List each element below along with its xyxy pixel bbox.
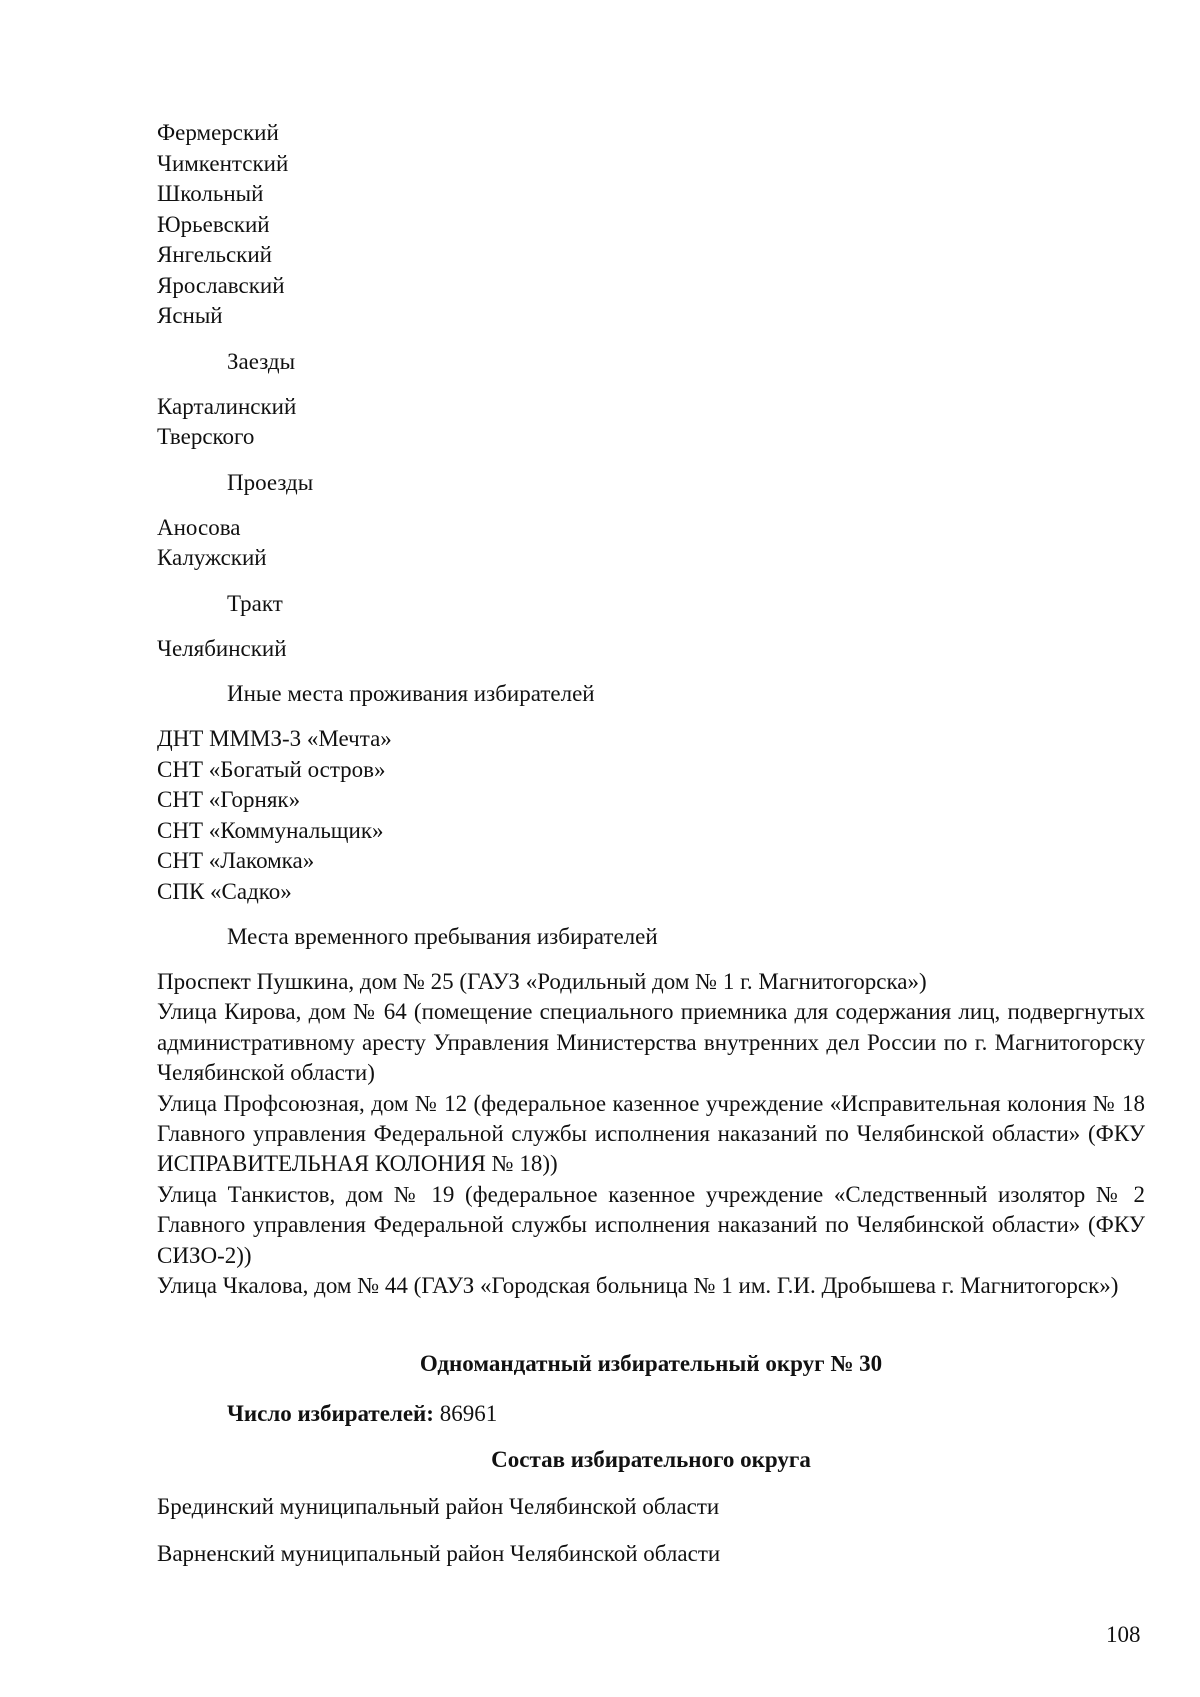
- list-item: Фермерский: [157, 120, 279, 145]
- list-item: СНТ «Богатый остров»: [157, 756, 386, 782]
- list-item: Тверского: [157, 424, 255, 449]
- list-item: СПК «Садко»: [157, 878, 292, 904]
- list-item: Улица Чкалова, дом № 44 (ГАУЗ «Городская больница № 1 им. Г.И. Дробышева г. Магнитогорск»): [157, 1273, 1119, 1299]
- section-heading-proezdy: Проезды: [227, 469, 314, 495]
- list-item: Аносова: [157, 514, 241, 540]
- composition-item: Брединский муниципальный район Челябинской области: [157, 1494, 720, 1520]
- list-item: СНТ «Лакомка»: [157, 848, 315, 873]
- list-item: Ярославский: [157, 272, 285, 298]
- list-item: Улица Танкистов, дом № 19 (федеральное казенное учреждение «Следственный изолятор № 2 Главного управления Федеральной службы исполнения наказаний по Челябинской области» (ФКУ СИЗО-2)): [157, 1181, 1145, 1268]
- list-item: Карталинский: [157, 393, 297, 419]
- composition-title: Состав избирательного округа: [491, 1447, 811, 1473]
- temporary-places-list: [157, 967, 1145, 1301]
- list-item: Юрьевский: [157, 211, 270, 237]
- other-places-list: [157, 724, 1145, 907]
- voters-count: 86961: [439, 1401, 498, 1427]
- document-page: [157, 118, 1145, 1569]
- voters-count-line: [157, 1399, 1145, 1429]
- list-item: СНТ «Горняк»: [157, 787, 301, 812]
- section-heading-temporary-places: Места временного пребывания избирателей: [227, 924, 658, 949]
- section-heading-zaezdy: Заезды: [227, 348, 296, 374]
- list-item: Улица Профсоюзная, дом № 12 (федеральное казенное учреждение «Исправительная колония № 18 Главного управления Федеральной службы исполнения наказаний по Челябинской области» (ФКУ ИСПРАВИТЕЛЬНАЯ КОЛОНИЯ № 18)): [157, 1090, 1145, 1177]
- section-heading-trakt: Тракт: [227, 590, 283, 616]
- voters-label: Число избирателей:: [227, 1401, 434, 1427]
- page-number: 108: [1106, 1622, 1141, 1647]
- section-heading-other-places: Иные места проживания избирателей: [227, 681, 595, 706]
- list-item: Чимкентский: [157, 150, 289, 176]
- list-item: Ясный: [157, 303, 223, 328]
- list-item: Калужский: [157, 545, 267, 570]
- trakt-list: [157, 634, 1145, 665]
- list-item: Школьный: [157, 181, 264, 206]
- list-item: ДНТ МММЗ-3 «Мечта»: [157, 726, 392, 751]
- lanes-list: [157, 118, 1145, 332]
- list-item: Янгельский: [157, 242, 272, 267]
- district-title: Одномандатный избирательный округ № 30: [419, 1351, 883, 1377]
- list-item: Челябинский: [157, 635, 287, 661]
- list-item: Улица Кирова, дом № 64 (помещение специального приемника для содержания лиц, подвергнутых административному аресту Управления Министерства внутренних дел России по г. Магнитогорску Челябинской области): [157, 999, 1145, 1086]
- zaezdy-list: [157, 392, 1145, 453]
- proezdy-list: [157, 513, 1145, 574]
- list-item: Проспект Пушкина, дом № 25 (ГАУЗ «Родильный дом № 1 г. Магнитогорска»): [157, 969, 927, 994]
- composition-item: Варненский муниципальный район Челябинской области: [157, 1541, 721, 1567]
- list-item: СНТ «Коммунальщик»: [157, 817, 384, 843]
